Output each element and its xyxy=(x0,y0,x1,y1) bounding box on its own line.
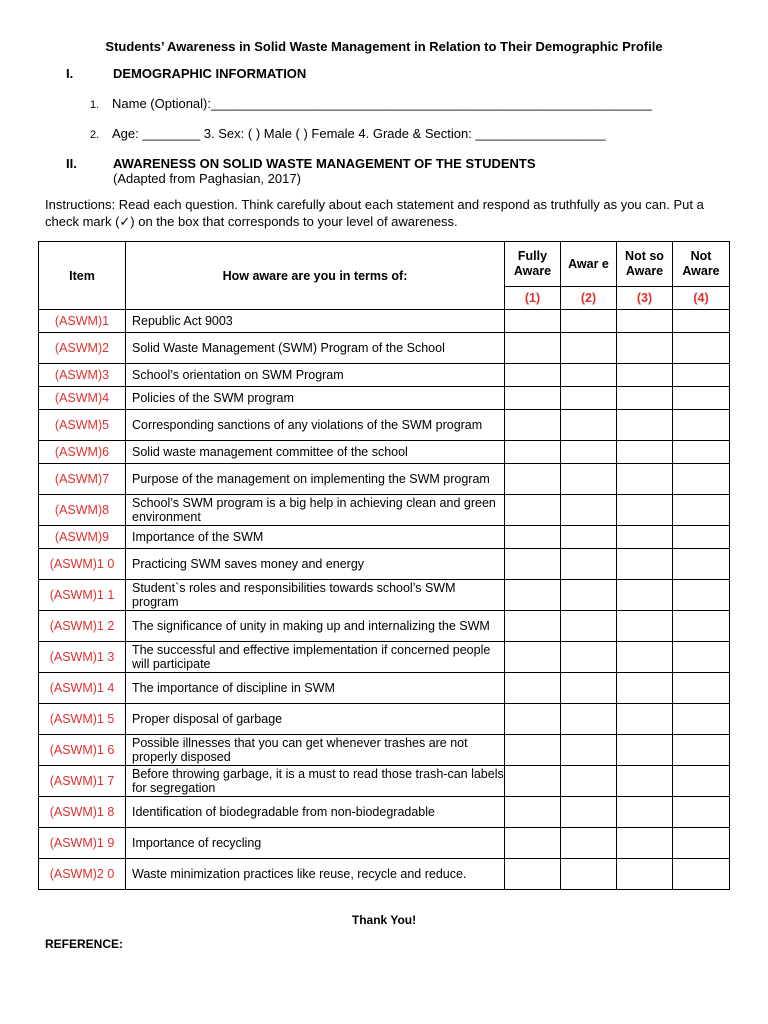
adapted-from-note: (Adapted from Paghasian, 2017) xyxy=(113,171,301,186)
not-aware-checkbox[interactable] xyxy=(673,333,730,364)
section-heading: DEMOGRAPHIC INFORMATION xyxy=(113,66,307,81)
not-so-aware-checkbox[interactable] xyxy=(617,410,673,441)
item-code: (ASWM)1 6 xyxy=(39,735,126,766)
name-field-label: Name (Optional):_____________________________________________________________ xyxy=(112,96,653,111)
not-so-aware-checkbox[interactable] xyxy=(617,549,673,580)
aware-checkbox[interactable] xyxy=(561,611,617,642)
fully-aware-checkbox[interactable] xyxy=(505,642,561,673)
item-code: (ASWM)8 xyxy=(39,495,126,526)
table-row xyxy=(39,859,730,890)
item-code: (ASWM)1 3 xyxy=(39,642,126,673)
not-aware-checkbox[interactable] xyxy=(673,766,730,797)
not-so-aware-checkbox[interactable] xyxy=(617,364,673,387)
item-statement: The significance of unity in making up and internalizing the SWM xyxy=(126,611,505,642)
not-so-aware-checkbox[interactable] xyxy=(617,387,673,410)
fully-aware-checkbox[interactable] xyxy=(505,464,561,495)
fully-aware-checkbox[interactable] xyxy=(505,441,561,464)
item-code: (ASWM)3 xyxy=(39,364,126,387)
table-row xyxy=(39,704,730,735)
section-awareness xyxy=(66,156,536,171)
not-so-aware-checkbox[interactable] xyxy=(617,735,673,766)
item-statement: Identification of biodegradable from non-biodegradable xyxy=(126,797,505,828)
aware-checkbox[interactable] xyxy=(561,828,617,859)
item-code: (ASWM)1 9 xyxy=(39,828,126,859)
aware-checkbox[interactable] xyxy=(561,333,617,364)
field-number: 2. xyxy=(90,129,100,141)
table-row xyxy=(39,495,730,526)
item-code: (ASWM)1 0 xyxy=(39,549,126,580)
fully-aware-checkbox[interactable] xyxy=(505,410,561,441)
fully-aware-checkbox[interactable] xyxy=(505,859,561,890)
not-so-aware-checkbox[interactable] xyxy=(617,495,673,526)
table-row xyxy=(39,464,730,495)
not-so-aware-checkbox[interactable] xyxy=(617,642,673,673)
fully-aware-checkbox[interactable] xyxy=(505,387,561,410)
fully-aware-checkbox[interactable] xyxy=(505,580,561,611)
table-row xyxy=(39,333,730,364)
fully-aware-checkbox[interactable] xyxy=(505,549,561,580)
item-code: (ASWM)9 xyxy=(39,526,126,549)
item-statement: The successful and effective implementation if concerned people will participate xyxy=(126,642,505,673)
aware-checkbox[interactable] xyxy=(561,526,617,549)
aware-checkbox[interactable] xyxy=(561,387,617,410)
table-row xyxy=(39,611,730,642)
aware-checkbox[interactable] xyxy=(561,735,617,766)
table-row xyxy=(39,526,730,549)
table-row xyxy=(39,642,730,673)
item-statement: Possible illnesses that you can get whenever trashes are not properly disposed xyxy=(126,735,505,766)
item-statement: Waste minimization practices like reuse, recycle and reduce. xyxy=(126,859,505,890)
aware-checkbox[interactable] xyxy=(561,310,617,333)
item-statement: Solid waste management committee of the school xyxy=(126,441,505,464)
section-number: I. xyxy=(66,66,74,81)
scale-header-aware: Awar e xyxy=(561,242,617,287)
aware-checkbox[interactable] xyxy=(561,642,617,673)
aware-checkbox[interactable] xyxy=(561,549,617,580)
item-column-header: Item xyxy=(39,242,126,310)
fully-aware-checkbox[interactable] xyxy=(505,797,561,828)
item-statement: Importance of the SWM xyxy=(126,526,505,549)
table-row xyxy=(39,364,730,387)
item-statement: The importance of discipline in SWM xyxy=(126,673,505,704)
aware-checkbox[interactable] xyxy=(561,580,617,611)
not-aware-checkbox[interactable] xyxy=(673,580,730,611)
item-code: (ASWM)2 xyxy=(39,333,126,364)
not-so-aware-checkbox[interactable] xyxy=(617,526,673,549)
section-number: II. xyxy=(66,156,77,171)
aware-checkbox[interactable] xyxy=(561,410,617,441)
item-code: (ASWM)1 8 xyxy=(39,797,126,828)
scale-header-fully-aware: Fully Aware xyxy=(505,242,561,287)
item-statement: Practicing SWM saves money and energy xyxy=(126,549,505,580)
section-demographic xyxy=(66,66,306,81)
document-title: Students’ Awareness in Solid Waste Management in Relation to Their Demographic Profile xyxy=(105,39,663,54)
not-aware-checkbox[interactable] xyxy=(673,704,730,735)
not-aware-checkbox[interactable] xyxy=(673,673,730,704)
not-so-aware-checkbox[interactable] xyxy=(617,333,673,364)
table-row xyxy=(39,310,730,333)
scale-value: (3) xyxy=(617,287,673,310)
instructions-text: Instructions: Read each question. Think carefully about each statement and respond as truthfully as you can. Put a check mark (✓) on the box that corresponds to your level of awareness. xyxy=(45,197,704,229)
item-statement: Solid Waste Management (SWM) Program of the School xyxy=(126,333,505,364)
scale-value: (2) xyxy=(561,287,617,310)
item-statement: Student`s roles and responsibilities towards school’s SWM program xyxy=(126,580,505,611)
not-so-aware-checkbox[interactable] xyxy=(617,441,673,464)
not-aware-checkbox[interactable] xyxy=(673,549,730,580)
item-statement: Republic Act 9003 xyxy=(126,310,505,333)
not-aware-checkbox[interactable] xyxy=(673,441,730,464)
aware-checkbox[interactable] xyxy=(561,704,617,735)
not-aware-checkbox[interactable] xyxy=(673,526,730,549)
item-statement: School’s orientation on SWM Program xyxy=(126,364,505,387)
reference-heading: REFERENCE: xyxy=(45,937,124,951)
item-code: (ASWM)7 xyxy=(39,464,126,495)
table-row xyxy=(39,673,730,704)
not-so-aware-checkbox[interactable] xyxy=(617,310,673,333)
item-statement: Policies of the SWM program xyxy=(126,387,505,410)
fully-aware-checkbox[interactable] xyxy=(505,766,561,797)
item-statement: School’s SWM program is a big help in achieving clean and green environment xyxy=(126,495,505,526)
age-sex-grade-label: Age: ________ 3. Sex: ( ) Male ( ) Female 4. Grade & Section: __________________ xyxy=(112,126,606,141)
not-so-aware-checkbox[interactable] xyxy=(617,797,673,828)
aware-checkbox[interactable] xyxy=(561,364,617,387)
item-code: (ASWM)1 xyxy=(39,310,126,333)
fully-aware-checkbox[interactable] xyxy=(505,828,561,859)
table-row xyxy=(39,441,730,464)
table-row xyxy=(39,828,730,859)
not-so-aware-checkbox[interactable] xyxy=(617,704,673,735)
fully-aware-checkbox[interactable] xyxy=(505,364,561,387)
fully-aware-checkbox[interactable] xyxy=(505,735,561,766)
not-aware-checkbox[interactable] xyxy=(673,797,730,828)
item-statement: Corresponding sanctions of any violations of the SWM program xyxy=(126,410,505,441)
item-code: (ASWM)1 1 xyxy=(39,580,126,611)
item-code: (ASWM)5 xyxy=(39,410,126,441)
table-row xyxy=(39,580,730,611)
item-statement: Importance of recycling xyxy=(126,828,505,859)
fully-aware-checkbox[interactable] xyxy=(505,611,561,642)
item-code: (ASWM)6 xyxy=(39,441,126,464)
table-body xyxy=(39,310,730,890)
scale-value: (4) xyxy=(673,287,730,310)
aware-checkbox[interactable] xyxy=(561,441,617,464)
not-aware-checkbox[interactable] xyxy=(673,364,730,387)
table-row xyxy=(39,410,730,441)
thank-you-text: Thank You! xyxy=(351,913,417,927)
scale-header-not-aware: Not Aware xyxy=(673,242,730,287)
aware-checkbox[interactable] xyxy=(561,797,617,828)
fully-aware-checkbox[interactable] xyxy=(505,673,561,704)
not-so-aware-checkbox[interactable] xyxy=(617,859,673,890)
not-aware-checkbox[interactable] xyxy=(673,387,730,410)
awareness-table xyxy=(38,241,730,890)
not-aware-checkbox[interactable] xyxy=(673,859,730,890)
not-so-aware-checkbox[interactable] xyxy=(617,611,673,642)
section-heading: AWARENESS ON SOLID WASTE MANAGEMENT OF THE STUDENTS xyxy=(113,156,536,171)
not-aware-checkbox[interactable] xyxy=(673,310,730,333)
not-so-aware-checkbox[interactable] xyxy=(617,828,673,859)
fully-aware-checkbox[interactable] xyxy=(505,495,561,526)
fully-aware-checkbox[interactable] xyxy=(505,310,561,333)
not-so-aware-checkbox[interactable] xyxy=(617,673,673,704)
item-code: (ASWM)1 5 xyxy=(39,704,126,735)
not-aware-checkbox[interactable] xyxy=(673,495,730,526)
item-statement: Proper disposal of garbage xyxy=(126,704,505,735)
fully-aware-checkbox[interactable] xyxy=(505,704,561,735)
item-code: (ASWM)1 2 xyxy=(39,611,126,642)
aware-checkbox[interactable] xyxy=(561,495,617,526)
table-row xyxy=(39,735,730,766)
aware-checkbox[interactable] xyxy=(561,673,617,704)
aware-checkbox[interactable] xyxy=(561,464,617,495)
not-aware-checkbox[interactable] xyxy=(673,611,730,642)
not-aware-checkbox[interactable] xyxy=(673,464,730,495)
table-row xyxy=(39,549,730,580)
question-column-header: How aware are you in terms of: xyxy=(126,242,505,310)
item-code: (ASWM)4 xyxy=(39,387,126,410)
not-so-aware-checkbox[interactable] xyxy=(617,766,673,797)
field-number: 1. xyxy=(90,99,100,111)
table-row xyxy=(39,766,730,797)
fully-aware-checkbox[interactable] xyxy=(505,333,561,364)
name-field[interactable] xyxy=(90,96,652,111)
not-aware-checkbox[interactable] xyxy=(673,828,730,859)
scale-header-not-so-aware: Not so Aware xyxy=(617,242,673,287)
not-so-aware-checkbox[interactable] xyxy=(617,464,673,495)
fully-aware-checkbox[interactable] xyxy=(505,526,561,549)
table-row xyxy=(39,387,730,410)
item-statement: Purpose of the management on implementing the SWM program xyxy=(126,464,505,495)
not-so-aware-checkbox[interactable] xyxy=(617,580,673,611)
item-code: (ASWM)1 7 xyxy=(39,766,126,797)
item-code: (ASWM)2 0 xyxy=(39,859,126,890)
table-row xyxy=(39,797,730,828)
not-aware-checkbox[interactable] xyxy=(673,410,730,441)
not-aware-checkbox[interactable] xyxy=(673,642,730,673)
item-statement: Before throwing garbage, it is a must to read those trash-can labels for segregation xyxy=(126,766,505,797)
aware-checkbox[interactable] xyxy=(561,766,617,797)
scale-value: (1) xyxy=(505,287,561,310)
item-code: (ASWM)1 4 xyxy=(39,673,126,704)
age-sex-grade-fields[interactable] xyxy=(90,126,606,141)
aware-checkbox[interactable] xyxy=(561,859,617,890)
not-aware-checkbox[interactable] xyxy=(673,735,730,766)
